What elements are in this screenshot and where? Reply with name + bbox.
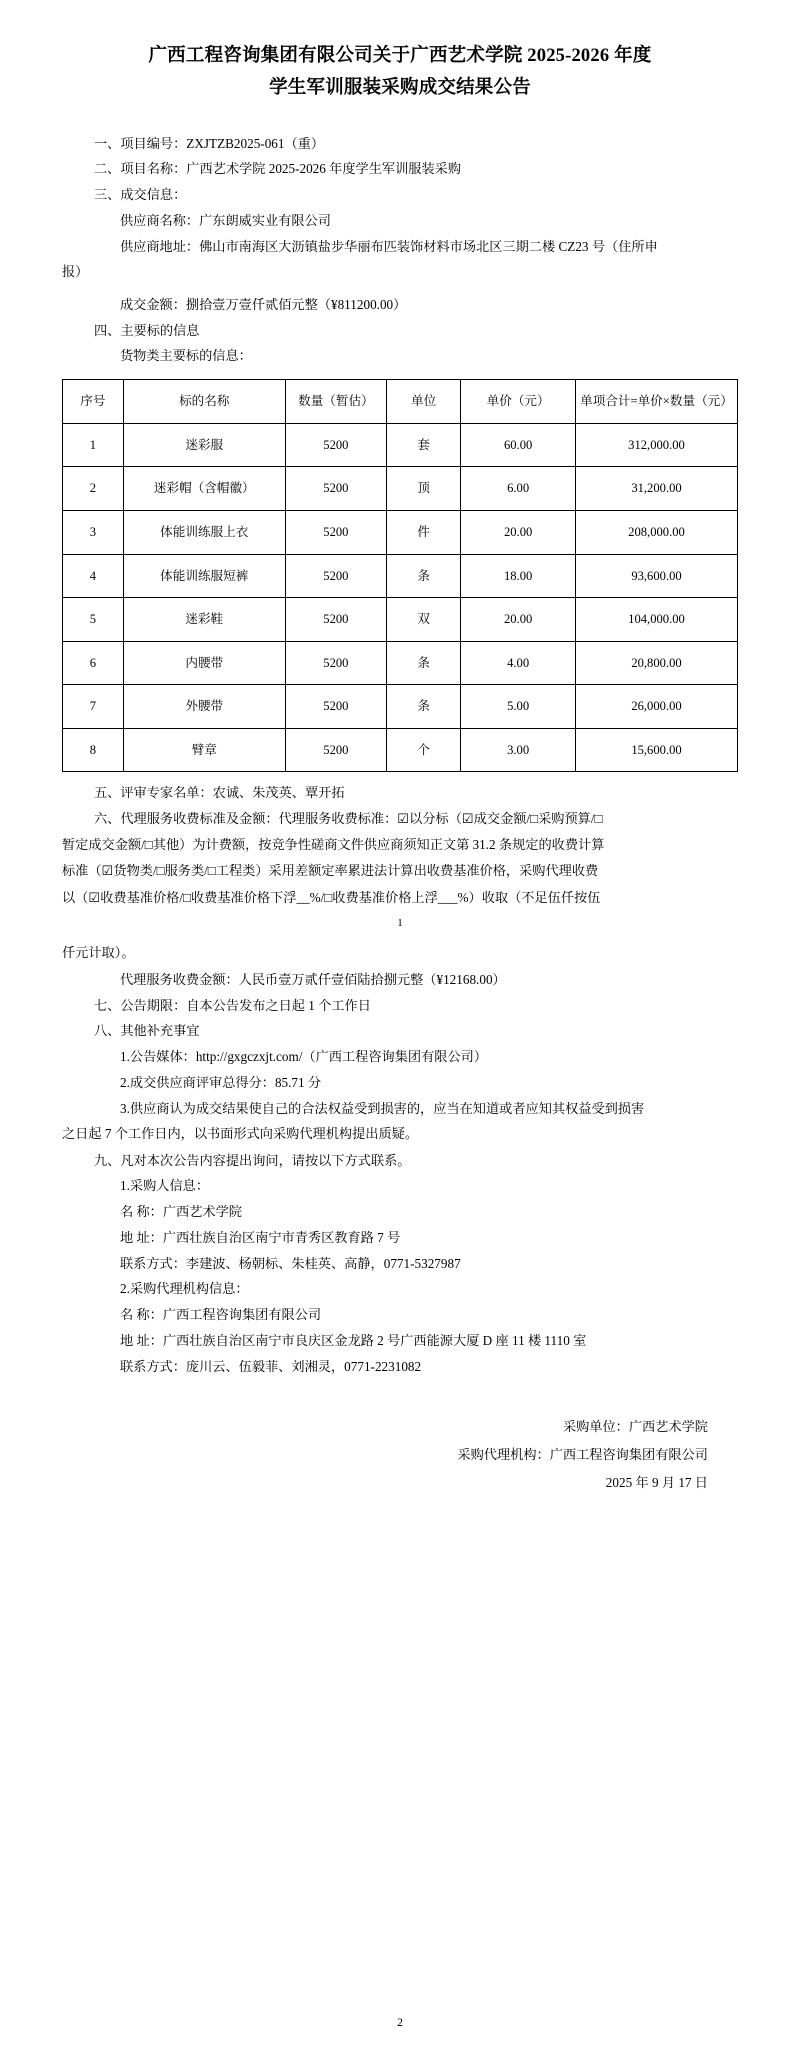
signature-block bbox=[62, 1413, 738, 1496]
review-experts: 五、评审专家名单：农诚、朱茂英、覃开拓 bbox=[94, 785, 345, 801]
cell-total: 104,000.00 bbox=[576, 598, 738, 642]
agency-fee-line-3: 标准（☑货物类/□服务类/□工程类）采用差额定率累进法计算出收费基准价格，采购代理收费 bbox=[62, 863, 599, 879]
announcement-period: 七、公告期限：自本公告发布之日起 1 个工作日 bbox=[94, 997, 371, 1013]
cell-seq: 6 bbox=[63, 641, 124, 685]
project-name: 二、项目名称：广西艺术学院 2025-2026 年度学生军训服装采购 bbox=[94, 161, 462, 177]
cell-total: 312,000.00 bbox=[576, 423, 738, 467]
main-subject-heading: 四、主要标的信息 bbox=[94, 322, 200, 338]
inline-page-marker: 1 bbox=[397, 916, 403, 929]
table-row bbox=[63, 554, 738, 598]
cell-unit: 套 bbox=[387, 423, 461, 467]
cell-name: 迷彩服 bbox=[123, 423, 285, 467]
challenge-notice-line2: 之日起 7 个工作日内，以书面形式向采购代理机构提出质疑。 bbox=[62, 1126, 419, 1142]
cell-total: 20,800.00 bbox=[576, 641, 738, 685]
agency-fee-amount: 代理服务收费金额：人民币壹万贰仟壹佰陆拾捌元整（¥12168.00） bbox=[120, 971, 506, 987]
cell-seq: 7 bbox=[63, 685, 124, 729]
document-body bbox=[62, 131, 738, 1497]
agency-fee-line-2: 暂定成交金额/□其他）为计费额，按竞争性磋商文件供应商须知正文第 31.2 条规定的收费计算 bbox=[62, 836, 605, 852]
table-row bbox=[63, 511, 738, 555]
cell-total: 26,000.00 bbox=[576, 685, 738, 729]
inquiry-heading: 九、凡对本次公告内容提出询问，请按以下方式联系。 bbox=[94, 1152, 411, 1168]
cell-price: 18.00 bbox=[461, 554, 576, 598]
goods-table bbox=[62, 379, 738, 772]
signature-agency: 采购代理机构：广西工程咨询集团有限公司 bbox=[457, 1446, 708, 1462]
cell-price: 6.00 bbox=[461, 467, 576, 511]
supplier-address: 供应商地址：佛山市南海区大沥镇盐步华丽布匹装饰材料市场北区三期二楼 CZ23 号（住所申 bbox=[120, 238, 658, 254]
cell-qty: 5200 bbox=[285, 598, 386, 642]
purchaser-contact: 联系方式：李建波、杨朝标、朱桂英、高静，0771-5327987 bbox=[120, 1255, 461, 1271]
agency-address: 地 址：广西壮族自治区南宁市良庆区金龙路 2 号广西能源大厦 D 座 11 楼 1110 室 bbox=[120, 1332, 587, 1348]
cell-total: 93,600.00 bbox=[576, 554, 738, 598]
supplier-name: 供应商名称：广东朗威实业有限公司 bbox=[120, 212, 331, 228]
cell-unit: 条 bbox=[387, 685, 461, 729]
th-name: 标的名称 bbox=[123, 380, 285, 424]
cell-total: 31,200.00 bbox=[576, 467, 738, 511]
purchaser-name: 名 称：广西艺术学院 bbox=[120, 1204, 242, 1220]
cell-qty: 5200 bbox=[285, 641, 386, 685]
table-row bbox=[63, 467, 738, 511]
cell-total: 15,600.00 bbox=[576, 728, 738, 772]
signature-purchaser: 采购单位：广西艺术学院 bbox=[562, 1419, 708, 1435]
cell-unit: 件 bbox=[387, 511, 461, 555]
page-title bbox=[70, 40, 730, 105]
goods-subject-heading: 货物类主要标的信息： bbox=[120, 348, 252, 364]
agency-name: 名 称：广西工程咨询集团有限公司 bbox=[120, 1307, 322, 1323]
cell-price: 60.00 bbox=[461, 423, 576, 467]
agency-fee-line-4: 以（☑收费基准价格/□收费基准价格下浮__%/□收费基准价格上浮___%）收取（不足伍仟按伍 bbox=[62, 889, 601, 905]
cell-name: 体能训练服短裤 bbox=[123, 554, 285, 598]
table-row bbox=[63, 598, 738, 642]
agency-info-heading: 2.采购代理机构信息： bbox=[120, 1281, 249, 1297]
cell-name: 臂章 bbox=[123, 728, 285, 772]
agency-fee-line-5: 仟元计取）。 bbox=[62, 945, 135, 961]
cell-name: 迷彩鞋 bbox=[123, 598, 285, 642]
footer-page-number: 2 bbox=[397, 2017, 403, 2029]
purchaser-address: 地 址：广西壮族自治区南宁市青秀区教育路 7 号 bbox=[120, 1229, 401, 1245]
cell-unit: 顶 bbox=[387, 467, 461, 511]
cell-name: 内腰带 bbox=[123, 641, 285, 685]
supplier-score: 2.成交供应商评审总得分：85.71 分 bbox=[120, 1074, 322, 1090]
cell-price: 3.00 bbox=[461, 728, 576, 772]
table-header-row bbox=[63, 380, 738, 424]
th-unit: 单位 bbox=[387, 380, 461, 424]
cell-seq: 5 bbox=[63, 598, 124, 642]
page-title-line1: 广西工程咨询集团有限公司关于广西艺术学院 2025-2026 年度 bbox=[148, 46, 652, 66]
cell-qty: 5200 bbox=[285, 685, 386, 729]
supplier-address-continued: 报） bbox=[62, 264, 89, 280]
page-title-line2: 学生军训服装采购成交结果公告 bbox=[269, 78, 531, 99]
th-price: 单价（元） bbox=[461, 380, 576, 424]
other-matters-heading: 八、其他补充事宜 bbox=[94, 1023, 200, 1039]
cell-seq: 3 bbox=[63, 511, 124, 555]
signature-date: 2025 年 9 月 17 日 bbox=[605, 1474, 708, 1490]
table-row bbox=[63, 728, 738, 772]
th-total: 单项合计=单价×数量（元） bbox=[576, 380, 738, 424]
cell-price: 5.00 bbox=[461, 685, 576, 729]
cell-seq: 1 bbox=[63, 423, 124, 467]
cell-unit: 条 bbox=[387, 554, 461, 598]
cell-name: 体能训练服上衣 bbox=[123, 511, 285, 555]
cell-unit: 条 bbox=[387, 641, 461, 685]
cell-name: 迷彩帽（含帽徽） bbox=[123, 467, 285, 511]
challenge-notice-line1: 3.供应商认为成交结果使自己的合法权益受到损害的，应当在知道或者应知其权益受到损害 bbox=[120, 1100, 645, 1116]
cell-qty: 5200 bbox=[285, 467, 386, 511]
cell-seq: 8 bbox=[63, 728, 124, 772]
table-row bbox=[63, 641, 738, 685]
table-row bbox=[63, 423, 738, 467]
th-seq: 序号 bbox=[63, 380, 124, 424]
cell-seq: 2 bbox=[63, 467, 124, 511]
cell-name: 外腰带 bbox=[123, 685, 285, 729]
purchaser-info-heading: 1.采购人信息： bbox=[120, 1178, 210, 1194]
cell-price: 20.00 bbox=[461, 598, 576, 642]
announcement-media: 1.公告媒体：http://gxgczxjt.com/（广西工程咨询集团有限公司） bbox=[120, 1049, 488, 1065]
agency-contact: 联系方式：庞川云、伍毅菲、刘湘灵，0771-2231082 bbox=[120, 1358, 422, 1374]
deal-amount: 成交金额：捌拾壹万壹仟贰佰元整（¥811200.00） bbox=[120, 296, 407, 312]
cell-price: 4.00 bbox=[461, 641, 576, 685]
cell-total: 208,000.00 bbox=[576, 511, 738, 555]
cell-qty: 5200 bbox=[285, 554, 386, 598]
deal-info-heading: 三、成交信息： bbox=[94, 187, 187, 203]
agency-fee-line-1: 六、代理服务收费标准及金额：代理服务收费标准：☑以分标（☑成交金额/□采购预算/□ bbox=[94, 811, 603, 827]
cell-qty: 5200 bbox=[285, 423, 386, 467]
cell-price: 20.00 bbox=[461, 511, 576, 555]
table-row bbox=[63, 685, 738, 729]
th-qty: 数量（暂估） bbox=[285, 380, 386, 424]
cell-qty: 5200 bbox=[285, 511, 386, 555]
cell-qty: 5200 bbox=[285, 728, 386, 772]
project-number: 一、项目编号：ZXJTZB2025-061（重） bbox=[94, 135, 325, 151]
cell-unit: 个 bbox=[387, 728, 461, 772]
cell-seq: 4 bbox=[63, 554, 124, 598]
cell-unit: 双 bbox=[387, 598, 461, 642]
